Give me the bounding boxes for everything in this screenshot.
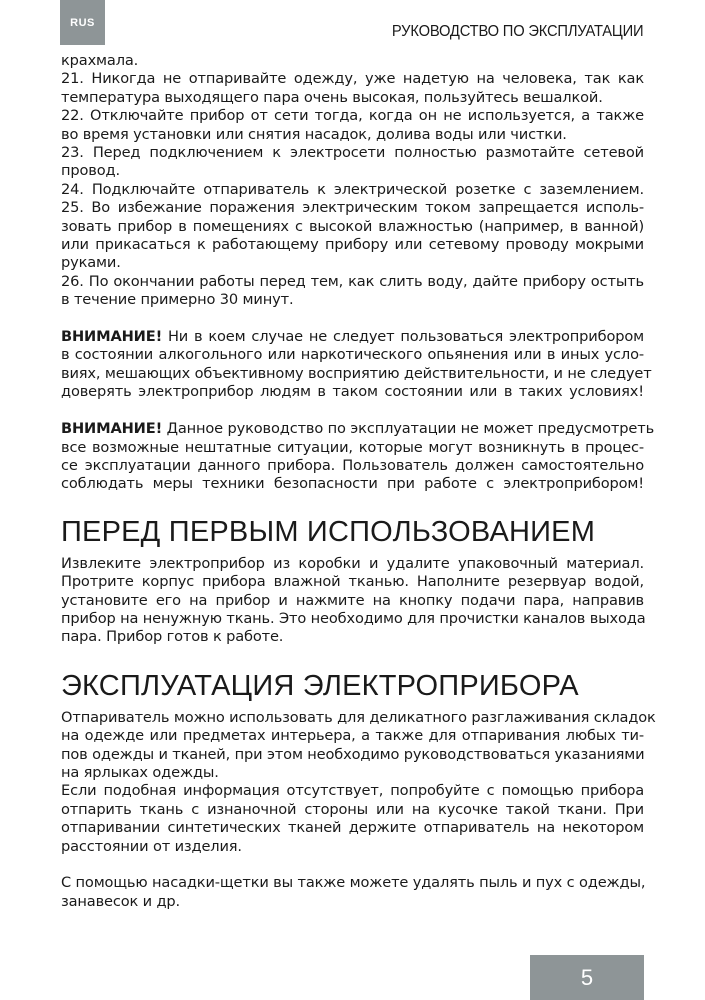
- text-line: виях, мешающих объективному восприятию действительности, и не следует: [61, 364, 652, 382]
- text-line: Если подобная информация отсутствует, попробуйте с помощью прибора: [61, 782, 644, 800]
- text-line: 24. Подключайте отпариватель к электрической розетке с заземлением.: [61, 180, 644, 198]
- text-line: Извлеките электроприбор из коробки и удалите упаковочный материал.: [61, 554, 644, 572]
- first-use-paragraph: [61, 555, 644, 647]
- text-line: все возможные нештатные ситуации, которые могут возникнуть в процес-: [61, 438, 644, 456]
- text-line: С помощью насадки-щетки вы также можете удалять пыль и пух с одежды,: [61, 874, 646, 892]
- warning-paragraph-2: [61, 420, 655, 494]
- text-line: температура выходящего пара очень высокая, пользуйтесь вешалкой.: [61, 88, 603, 106]
- text-line: доверять электроприбор людям в таком состоянии или в таких условиях!: [61, 383, 644, 401]
- text-line: занавесок и др.: [61, 892, 181, 910]
- section-title-operation: ЭКСПЛУАТАЦИЯ ЭЛЕКТРОПРИБОРА: [61, 669, 579, 702]
- text-line: пов одежды и тканей, при этом необходимо руководствоваться указаниями: [61, 745, 645, 763]
- text-line: 26. По окончании работы перед тем, как слить воду, дайте прибору остыть: [61, 272, 644, 290]
- text-line: руками.: [61, 254, 121, 272]
- warning-text: Данное руководство по эксплуатации не может предусмотреть: [162, 420, 655, 438]
- text-line: [61, 328, 644, 346]
- text-line: провод.: [61, 162, 120, 180]
- operation-paragraph: [61, 708, 656, 856]
- text-line: в течение примерно 30 минут.: [61, 291, 294, 309]
- text-line: зовать прибор в помещениях с высокой влажностью (например, в ванной): [61, 217, 644, 235]
- text-line: [61, 420, 655, 438]
- text-line: прибор на ненужную ткань. Это необходимо для прочистки каналов выхода: [61, 609, 646, 627]
- text-line: или прикасаться к работающему прибору или сетевому проводу мокрыми: [61, 236, 644, 254]
- warning-text: Ни в коем случае не следует пользоваться электроприбором: [162, 328, 644, 346]
- text-line: 25. Во избежание поражения электрическим током запрещается исполь-: [61, 199, 644, 217]
- text-line: расстоянии от изделия.: [61, 837, 242, 855]
- section-title-first-use: ПЕРЕД ПЕРВЫМ ИСПОЛЬЗОВАНИЕМ: [61, 515, 596, 548]
- page-number: 5: [530, 955, 644, 1000]
- text-line: отпарить ткань с изнаночной стороны или на кусочке такой ткани. При: [61, 800, 644, 818]
- text-line: на одежде или предметах интерьера, а также для отпаривания любых ти-: [61, 727, 644, 745]
- page-content: [61, 52, 656, 911]
- text-line: 22. Отключайте прибор от сети тогда, когда он не используется, а также: [61, 107, 644, 125]
- text-line: крахмала.: [61, 52, 139, 69]
- text-line: установите его на прибор и нажмите на кнопку подачи пара, направив: [61, 591, 644, 609]
- text-line: соблюдать меры техники безопасности при работе с электроприбором!: [61, 475, 644, 493]
- text-line: в состоянии алкогольного или наркотического опьянения или в иных усло-: [61, 346, 644, 364]
- text-line: Отпариватель можно использовать для деликатного разглаживания складок: [61, 708, 656, 726]
- text-line: се эксплуатации данного прибора. Пользователь должен самостоятельно: [61, 456, 644, 474]
- text-line: отпаривании синтетических тканей держите отпариватель на некотором: [61, 819, 644, 837]
- safety-list: [61, 52, 644, 310]
- text-line: 21. Никогда не отпаривайте одежду, уже надетую на человека, так как: [61, 70, 644, 88]
- text-line: на ярлыках одежды.: [61, 763, 219, 781]
- text-line: Протрите корпус прибора влажной тканью. Наполните резервуар водой,: [61, 573, 644, 591]
- warning-label: ВНИМАНИЕ!: [61, 420, 163, 438]
- language-tab: RUS: [60, 0, 105, 45]
- text-line: во время установки или снятия насадок, долива воды или чистки.: [61, 125, 567, 143]
- warning-label: ВНИМАНИЕ!: [61, 328, 163, 346]
- text-line: 23. Перед подключением к электросети полностью размотайте сетевой: [61, 144, 644, 162]
- closing-paragraph: [61, 874, 644, 911]
- header-title: РУКОВОДСТВО ПО ЭКСПЛУАТАЦИИ: [391, 23, 643, 40]
- text-line: пара. Прибор готов к работе.: [61, 628, 284, 646]
- warning-paragraph-1: [61, 328, 652, 402]
